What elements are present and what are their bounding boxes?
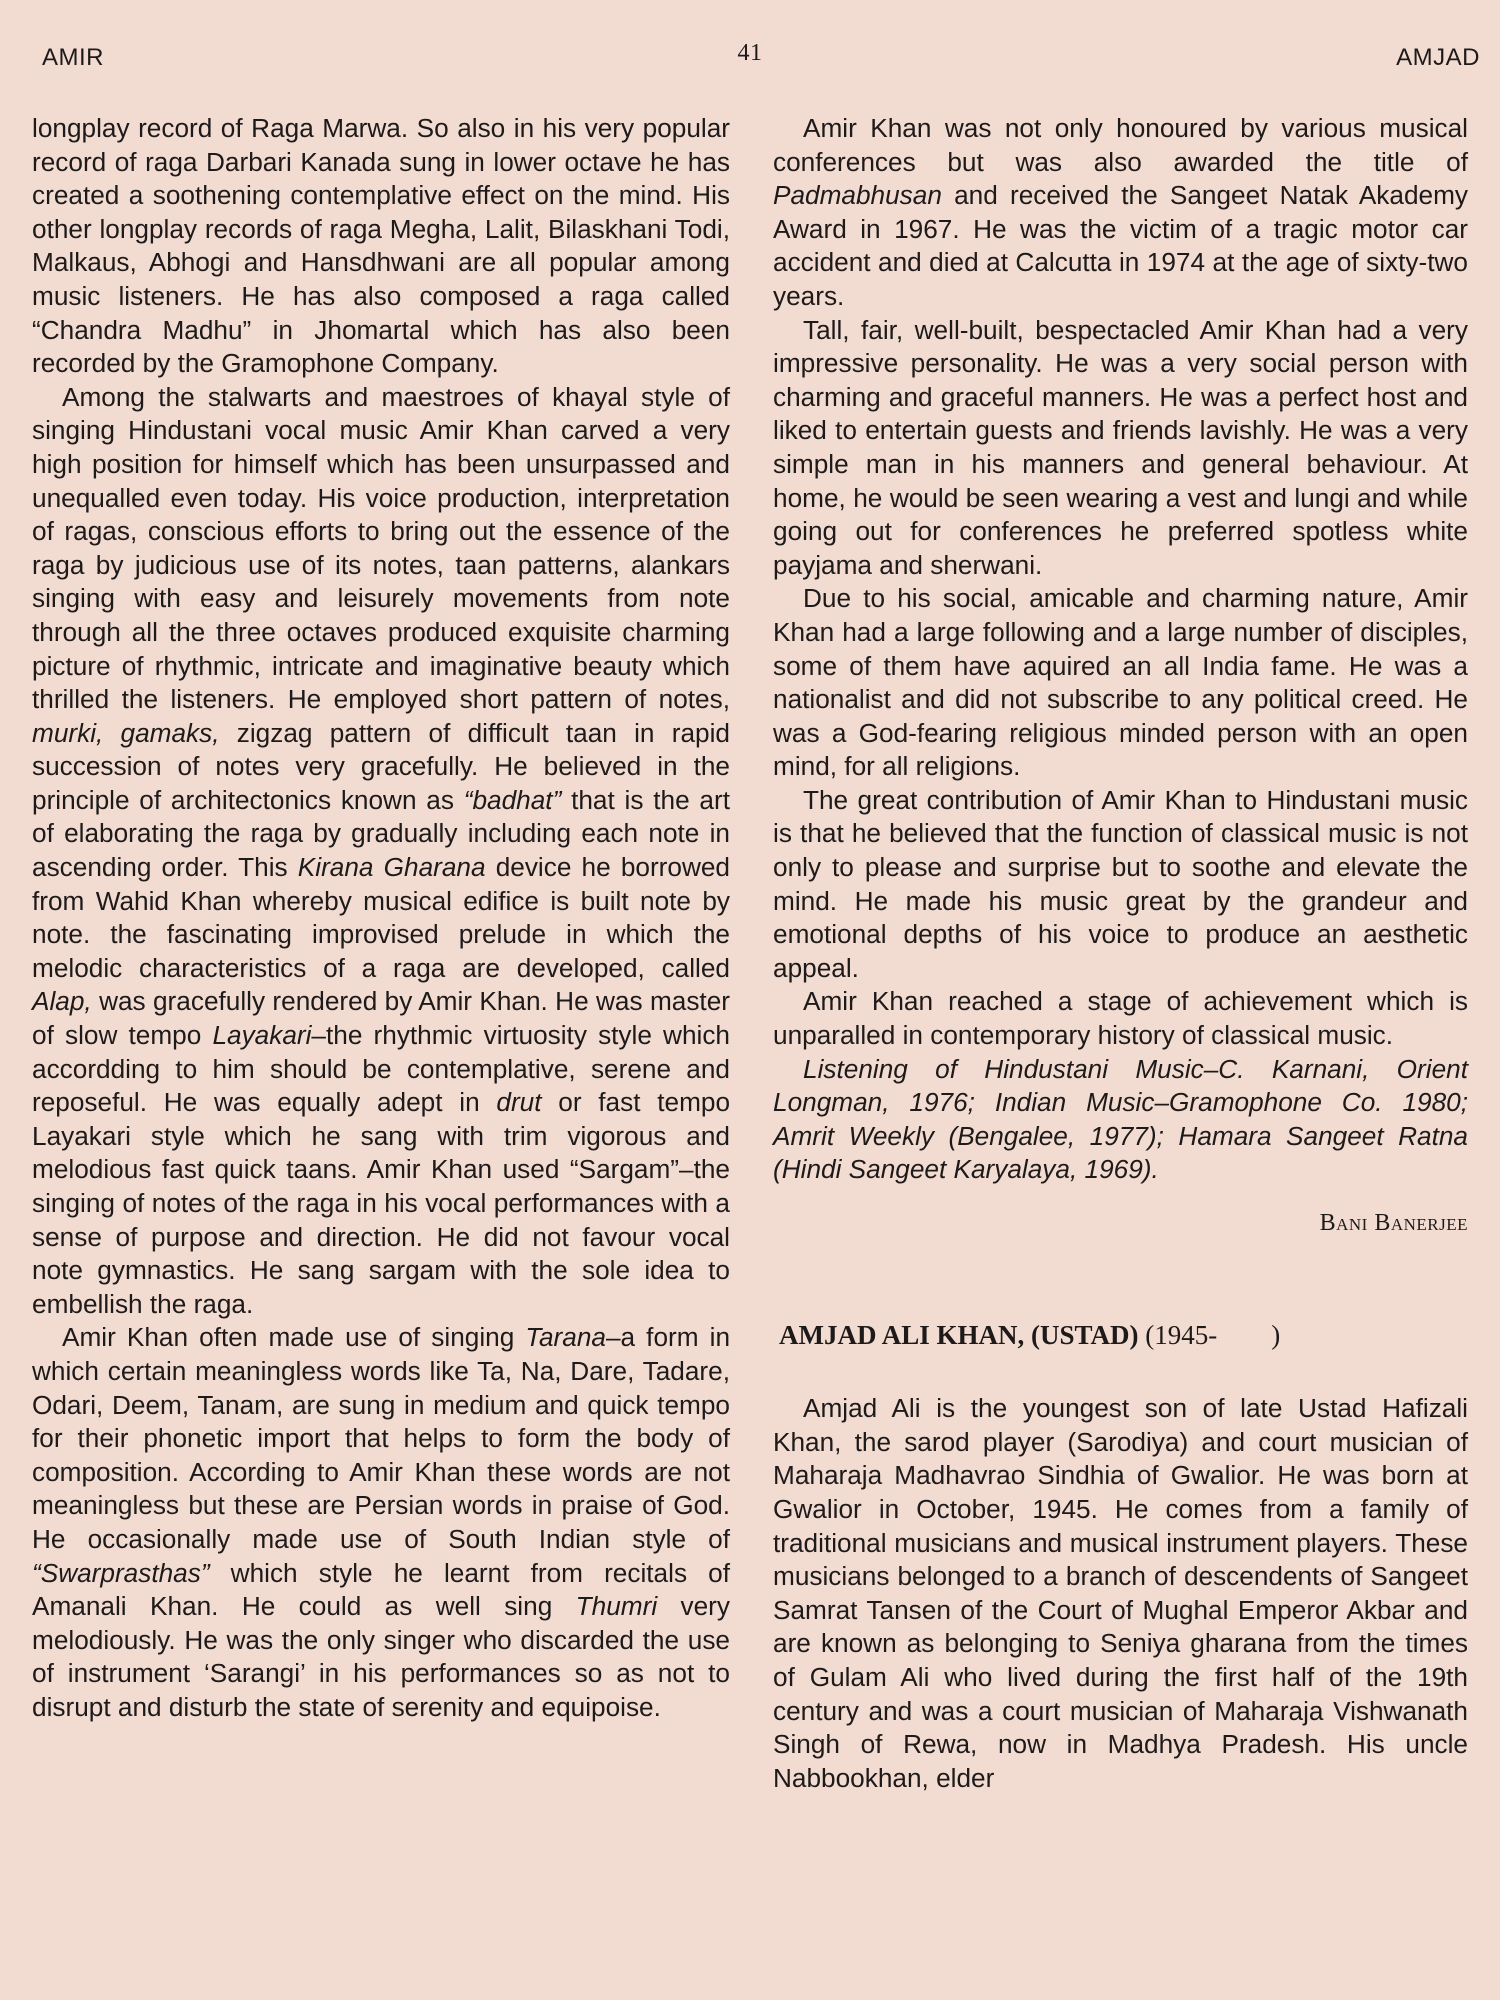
paragraph: The great contribution of Amir Khan to Hindustani music is that he believed that the function of classical music is not only to please and surprise but to soothe and elevate the mind. He made his music great by the grandeur and emotional depths of his voice to produce an aesthetic appeal.	[773, 784, 1468, 983]
running-head-right: AMJAD	[1396, 44, 1480, 71]
references: Listening of Hindustani Music–C. Karnani, Orient Longman, 1976; Indian Music–Gramophone Co. 1980; Amrit Weekly (Bengalee, 1977); Hamara Sangeet Ratna (Hindi Sangeet Karyalaya, 1969).	[773, 1053, 1468, 1185]
right-column	[773, 112, 1468, 1795]
author-signature: Bani Banerjee	[1319, 1210, 1468, 1236]
paragraph: Amir Khan reached a stage of achievement which is unparalled in contemporary history of classical music.	[773, 986, 1468, 1051]
entry-title: AMJAD ALI KHAN, (USTAD) (1945- )	[779, 1319, 1281, 1350]
paragraph: Due to his social, amicable and charming nature, Amir Khan had a large following and a large number of disciples, some of them have aquired an all India fame. He was a nationalist and did not subscribe to any political creed. He was a God-fearing religious minded person with an open mind, for all religions.	[773, 583, 1468, 782]
paragraph: longplay record of Raga Marwa. So also in his very popular record of raga Darbari Kanada sung in lower octave he has created a soothening contemplative effect on the mind. His other longplay records of raga Megha, Lalit, Bilaskhani Todi, Malkaus, Abhogi and Hansdhwani are all popular among music listeners. He has also composed a raga called “Chandra Madhu” in Jhomartal which has also been recorded by the Gramophone Company.	[32, 113, 730, 379]
paragraph: Tall, fair, well-built, bespectacled Amir Khan had a very impressive personality. He was a very social person with charming and graceful manners. He was a perfect host and liked to entertain guests and friends lavishly. He was a very simple man in his manners and general behaviour. At home, he would be seen wearing a vest and lungi and while going out for conferences he preferred spotless white payjama and sherwani.	[773, 314, 1468, 580]
page-number: 41	[737, 40, 763, 66]
paragraph: Among the stalwarts and maestroes of khayal style of singing Hindustani vocal music Amir Khan carved a very high position for himself which has been unsurpassed and unequalled even today. His voice production, interpretation of ragas, conscious efforts to bring out the essence of the raga by judicious use of its notes, taan patterns, alankars singing with easy and leisurely movements from note through all the three octaves produced exquisite charming picture of rhythmic, intricate and imaginative beauty which thrilled the listeners. He employed short pattern of notes, murki, gamaks, zigzag pattern of difficult taan in rapid succession of notes very gracefully. He believed in the principle of architectonics known as “badhat” that is the art of elaborating the raga by gradually including each note in ascending order. This Kirana Gharana device he borrowed from Wahid Khan whereby musical edifice is built note by note. the fascinating improvised prelude in which the melodic characteristics of a raga are developed, called Alap, was gracefully rendered by Amir Khan. He was master of slow tempo Layakari–the rhythmic virtuosity style which accordding to him should be contemplative, serene and reposeful. He was equally adept in drut or fast tempo Layakari style which he sang with trim vigorous and melodious fast quick taans. Amir Khan used “Sargam”–the singing of notes of the raga in his vocal performances with a sense of purpose and direction. He did not favour vocal note gymnastics. He sang sargam with the sole idea to embellish the raga.	[32, 381, 731, 1319]
paragraph: Amjad Ali is the youngest son of late Ustad Hafizali Khan, the sarod player (Sarodiya) and court musician of Maharaja Madhavrao Sindhia of Gwalior. He was born at Gwalior in October, 1945. He comes from a family of traditional musicians and musical instrument players. These musicians belonged to a branch of descendents of Sangeet Samrat Tansen of the Court of Mughal Emperor Akbar and are known as belonging to Seniya gharana from the times of Gulam Ali who lived during the first half of the 19th century and was a court musician of Maharaja Vishwanath Singh of Rewa, now in Madhya Pradesh. His uncle Nabbookhan, elder	[773, 1393, 1468, 1793]
paragraph: Amir Khan often made use of singing Tarana–a form in which certain meaningless words like Ta, Na, Dare, Tadare, Odari, Deem, Tanam, are sung in medium and quick tempo for their phonetic import that helps to form the body of composition. According to Amir Khan these words are not meaningless but these are Persian words in praise of God. He occasionally made use of South Indian style of “Swarprasthas” which style he learnt from recitals of Amanali Khan. He could as well sing Thumri very melodiously. He was the only singer who discarded the use of instrument ‘Sarangi’ in his performances so as not to disrupt and disturb the state of serenity and equipoise.	[32, 1322, 731, 1722]
paragraph: Amir Khan was not only honoured by various musical conferences but was also awarded the title of Padmabhusan and received the Sangeet Natak Akademy Award in 1967. He was the victim of a tragic motor car accident and died at Calcutta in 1974 at the age of sixty-two years.	[773, 113, 1468, 311]
left-column	[32, 112, 730, 1725]
running-head-left: AMIR	[42, 44, 104, 71]
